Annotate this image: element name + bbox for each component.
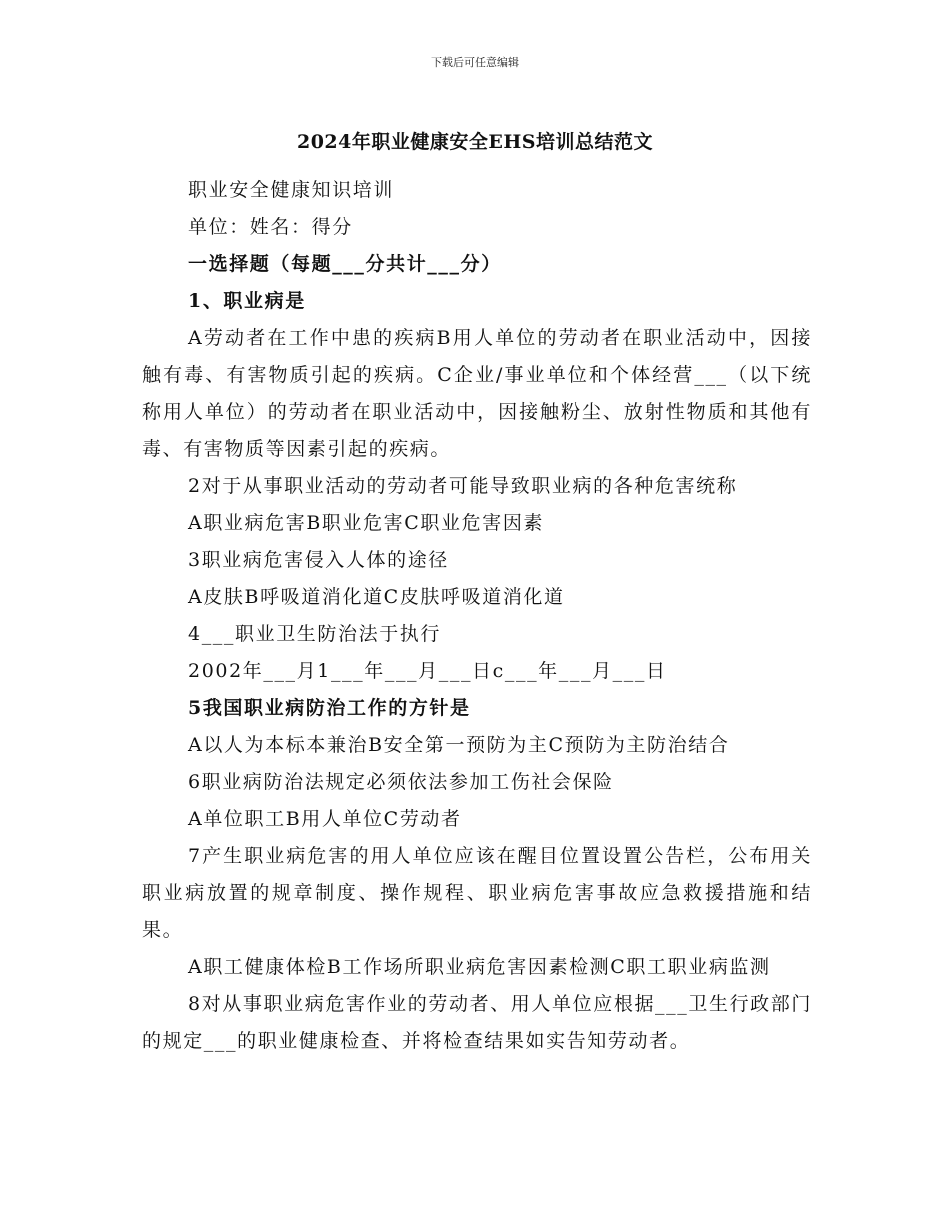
paragraph: A皮肤B呼吸道消化道C皮肤呼吸道消化道 xyxy=(188,586,565,608)
paragraph: 8对从事职业病危害作业的劳动者、用人单位应根据___卫生行政部门的规定___的职业健康检查、并将检查结果如实告知劳动者。 xyxy=(142,993,812,1052)
paragraph: 3职业病危害侵入人体的途径 xyxy=(188,549,449,571)
paragraph: 2002年___月1___年___月___日c___年___月___日 xyxy=(188,660,667,682)
paragraph: 职业安全健康知识培训 xyxy=(188,179,395,201)
page-header: 下载后可任意编辑 xyxy=(431,56,519,69)
paragraph: 4___职业卫生防治法于执行 xyxy=(188,623,441,645)
paragraph: A职工健康体检B工作场所职业病危害因素检测C职工职业病监测 xyxy=(188,956,771,978)
paragraph: A单位职工B用人单位C劳动者 xyxy=(188,808,462,830)
question-heading: 5我国职业病防治工作的方针是 xyxy=(188,697,471,719)
paragraph: A以人为本标本兼治B安全第一预防为主C预防为主防治结合 xyxy=(188,734,730,756)
question-heading: 1、职业病是 xyxy=(188,290,306,312)
paragraph: 7产生职业病危害的用人单位应该在醒目位置设置公告栏，公布用关职业病放置的规章制度、操作规程、职业病危害事故应急救援措施和结果。 xyxy=(142,845,812,941)
paragraph: 6职业病防治法规定必须依法参加工伤社会保险 xyxy=(188,771,614,793)
section-heading: 一选择题（每题___分共计___分） xyxy=(188,253,502,275)
paragraph: A劳动者在工作中患的疾病B用人单位的劳动者在职业活动中，因接触有毒、有害物质引起的疾病。C企业/事业单位和个体经营___（以下统称用人单位）的劳动者在职业活动中，因接触粉尘、放射性物质和其他有毒、有害物质等因素引起的疾病。 xyxy=(142,327,812,460)
paragraph: 2对于从事职业活动的劳动者可能导致职业病的各种危害统称 xyxy=(188,475,738,497)
paragraph: A职业病危害B职业危害C职业危害因素 xyxy=(188,512,545,534)
paragraph: 单位：姓名：得分 xyxy=(188,216,353,238)
document-title: 2024年职业健康安全EHS培训总结范文 xyxy=(296,131,654,153)
document-body xyxy=(142,172,812,1060)
